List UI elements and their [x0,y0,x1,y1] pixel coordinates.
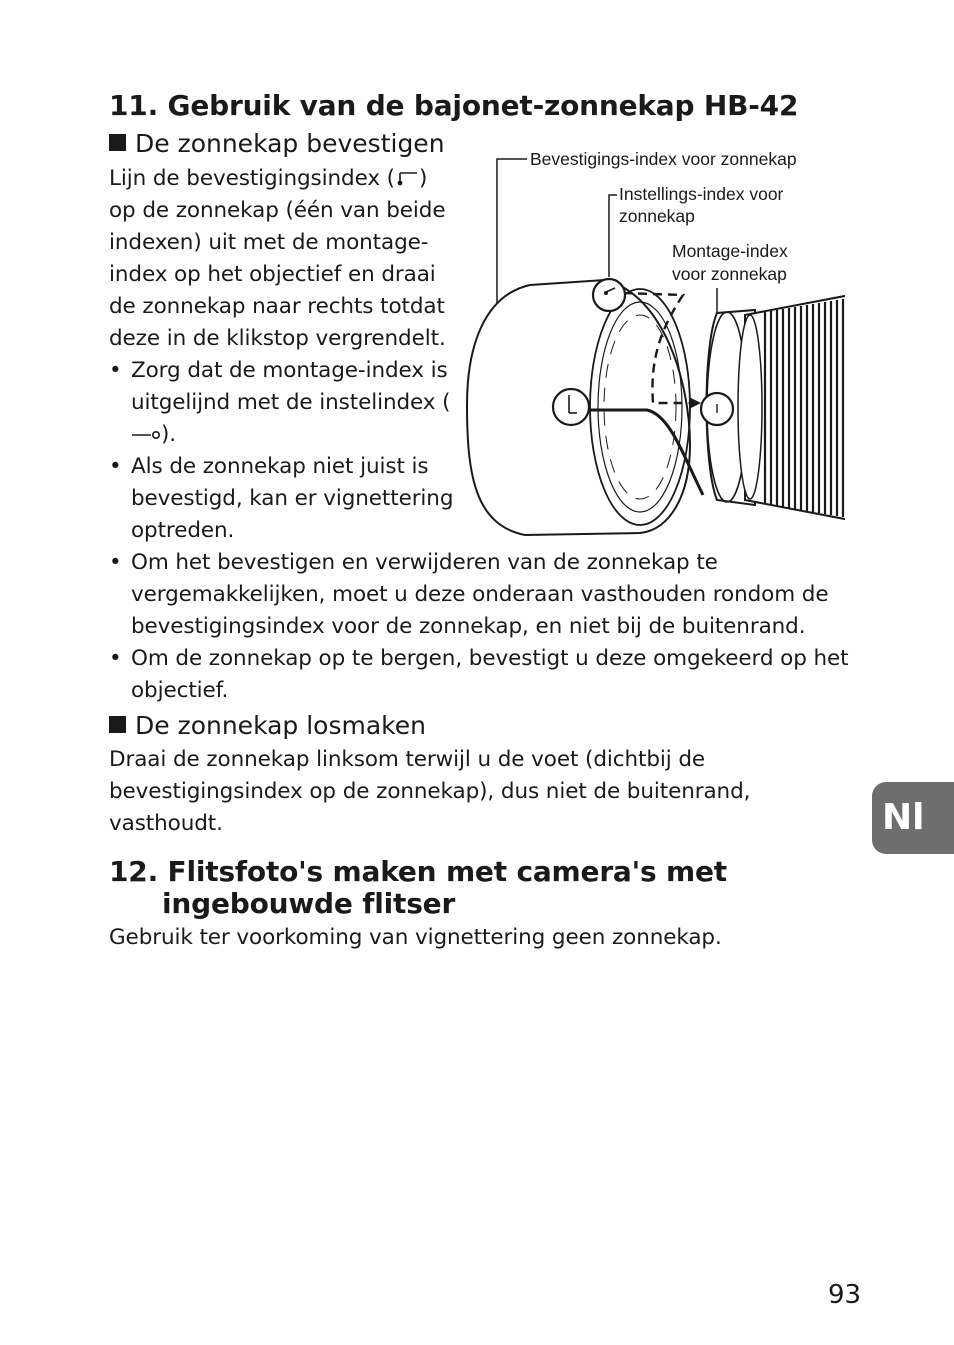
bullet-vignetting [109,451,459,547]
bullet-storage-text: Om de zonnekap op te bergen, bevestigt u deze omgekeerd op het objectief. [131,646,849,703]
detach-text: Draai de zonnekap linksom terwijl u de voet (dichtbij de bevestigingsindex op de zonnekap), dus niet de buitenrand, vasthoudt. [109,747,751,836]
attach-intro [109,163,459,355]
attach-heading [109,129,445,159]
hood-attachment-index-icon [395,169,419,187]
bullet-alignment-pre: Zorg dat de montage-index is uitgelijnd met de instelindex ( [131,358,451,415]
setting-index-icon [131,425,161,443]
bullet-vignetting-text: Als de zonnekap niet juist is bevestigd, kan er vignettering optreden. [131,454,454,543]
detach-heading-label: De zonnekap losmaken [135,711,426,740]
label-setting-index-line1: Instellings-index voor [619,184,784,204]
detach-heading [109,711,426,741]
language-tab: Nl [872,782,954,854]
bullet-alignment-post: ). [161,422,177,447]
page-number: 93 [828,1280,862,1310]
label-mounting-index-line1: Montage-index [672,241,788,261]
lens-hood-diagram [465,145,850,540]
section-12-title [109,856,727,920]
label-setting-index-line2: zonnekap [619,206,695,226]
section-11-title: 11. Gebruik van de bajonet-zonnekap HB-42 [109,89,799,122]
square-bullet-icon [109,716,126,733]
attach-heading-label: De zonnekap bevestigen [135,129,445,158]
attach-extra-bullets [109,547,859,707]
bullet-storage [109,643,859,707]
label-mounting-index-line2: voor zonnekap [672,264,787,284]
bullet-handling [109,547,859,643]
attach-intro-post: ) op de zonnekap (één van beide indexen) uit met de montage-index op het objectief en draai de zonnekap naar rechts totdat deze in de klikstop vergrendelt. [109,166,446,351]
attach-intro-pre: Lijn de bevestigingsindex ( [109,166,395,191]
section-12-text: Gebruik ter voorkoming van vignettering geen zonnekap. [109,925,722,950]
section-12-title-line2: ingebouwde flitser [162,887,456,920]
section-12-title-line1: 12. Flitsfoto's maken met camera's met [109,855,727,888]
label-attachment-index: Bevestigings-index voor zonnekap [530,149,797,169]
square-bullet-icon [109,134,126,151]
bullet-handling-text: Om het bevestigen en verwijderen van de zonnekap te vergemakkelijken, moet u deze onderaan vasthouden rondom de bevestigingsindex voor de zonnekap, en niet bij de buitenrand. [131,550,829,639]
attach-instructions [109,163,459,547]
bullet-alignment [109,355,459,451]
